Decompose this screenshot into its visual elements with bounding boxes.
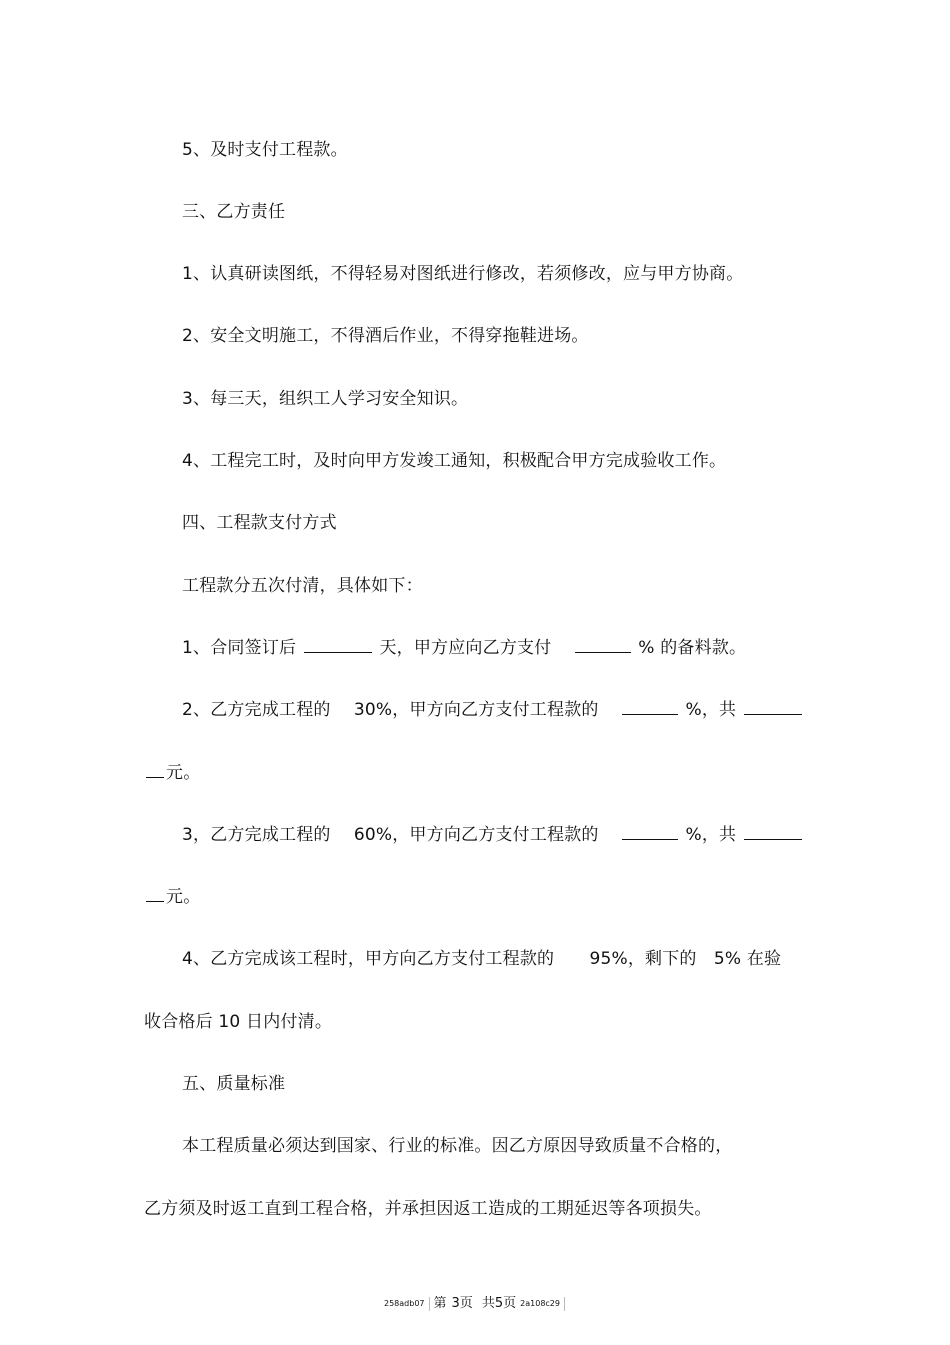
footer-page-prefix: 第 bbox=[433, 1296, 447, 1311]
footer-total-number: 5 bbox=[494, 1296, 504, 1311]
payment-item-3-cont-text: 元。 bbox=[166, 887, 201, 907]
footer-divider-right bbox=[564, 1297, 565, 1311]
payment-item-1-text-c: % 的备料款。 bbox=[638, 638, 747, 658]
footer-total-prefix: 共 bbox=[481, 1296, 495, 1311]
payment-item-2-text-b: 30%，甲方向乙方支付工程款的 bbox=[353, 700, 599, 720]
item-safe-construction: 2、安全文明施工，不得酒后作业，不得穿拖鞋进场。 bbox=[182, 326, 589, 346]
payment-item-1-text-b: 天，甲方应向乙方支付 bbox=[379, 638, 552, 658]
payment-item-3-cont bbox=[144, 886, 200, 908]
blank-percent-30 bbox=[622, 700, 678, 715]
payment-item-4-text-a: 4、乙方完成该工程时，甲方向乙方支付工程款的 bbox=[182, 949, 555, 969]
payment-item-3-text-c: %，共 bbox=[685, 825, 737, 845]
payment-intro: 工程款分五次付清，具体如下： bbox=[182, 576, 423, 596]
page-footer bbox=[384, 1296, 569, 1312]
blank-amount-60-cont bbox=[146, 887, 164, 902]
quality-paragraph-line-1: 本工程质量必须达到国家、行业的标准。因乙方原因导致质量不合格的， bbox=[182, 1136, 733, 1156]
blank-amount-30 bbox=[744, 700, 802, 715]
footer-page-number: 3 bbox=[451, 1296, 460, 1311]
item-pay-on-time: 5、及时支付工程款。 bbox=[182, 140, 348, 160]
item-study-drawings: 1、认真研读图纸，不得轻易对图纸进行修改，若须修改，应与甲方协商。 bbox=[182, 264, 744, 284]
footer-divider bbox=[429, 1297, 430, 1311]
payment-item-2-cont-text: 元。 bbox=[166, 763, 201, 783]
payment-item-4 bbox=[182, 948, 781, 970]
payment-item-2-text-c: %，共 bbox=[685, 700, 737, 720]
section-heading-quality: 五、质量标准 bbox=[182, 1074, 286, 1094]
blank-days bbox=[304, 638, 372, 653]
item-safety-training: 3、每三天，组织工人学习安全知识。 bbox=[182, 389, 469, 409]
footer-code-left: 258adb07 bbox=[384, 1299, 425, 1308]
payment-item-1 bbox=[182, 637, 746, 659]
payment-item-2-text-a: 2、乙方完成工程的 bbox=[182, 700, 331, 720]
blank-amount-30-cont bbox=[146, 763, 164, 778]
blank-percent-60 bbox=[622, 825, 678, 840]
payment-item-4-cont: 收合格后 10 日内付清。 bbox=[144, 1012, 333, 1032]
footer-page-unit: 页 bbox=[459, 1296, 473, 1311]
footer-total-unit: 页 bbox=[503, 1296, 517, 1311]
payment-item-2-cont bbox=[144, 762, 200, 784]
payment-item-3 bbox=[182, 824, 804, 846]
payment-item-3-text-b: 60%，甲方向乙方支付工程款的 bbox=[353, 825, 599, 845]
quality-paragraph-line-2: 乙方须及时返工直到工程合格，并承担因返工造成的工期延迟等各项损失。 bbox=[144, 1199, 712, 1219]
payment-item-3-text-a: 3，乙方完成工程的 bbox=[182, 825, 331, 845]
section-heading-payment: 四、工程款支付方式 bbox=[182, 513, 337, 533]
payment-item-1-text-a: 1、合同签订后 bbox=[182, 638, 297, 658]
item-completion-notice: 4、工程完工时，及时向甲方发竣工通知，积极配合甲方完成验收工作。 bbox=[182, 451, 727, 471]
blank-amount-60 bbox=[744, 825, 802, 840]
section-heading-party-b: 三、乙方责任 bbox=[182, 202, 286, 222]
payment-item-4-text-c: 5% 在验 bbox=[713, 949, 782, 969]
footer-code-right: 2a108c29 bbox=[520, 1299, 560, 1308]
payment-item-4-text-b: 95%，剩下的 bbox=[589, 949, 697, 969]
payment-item-2 bbox=[182, 699, 804, 721]
blank-percent-material bbox=[575, 638, 631, 653]
